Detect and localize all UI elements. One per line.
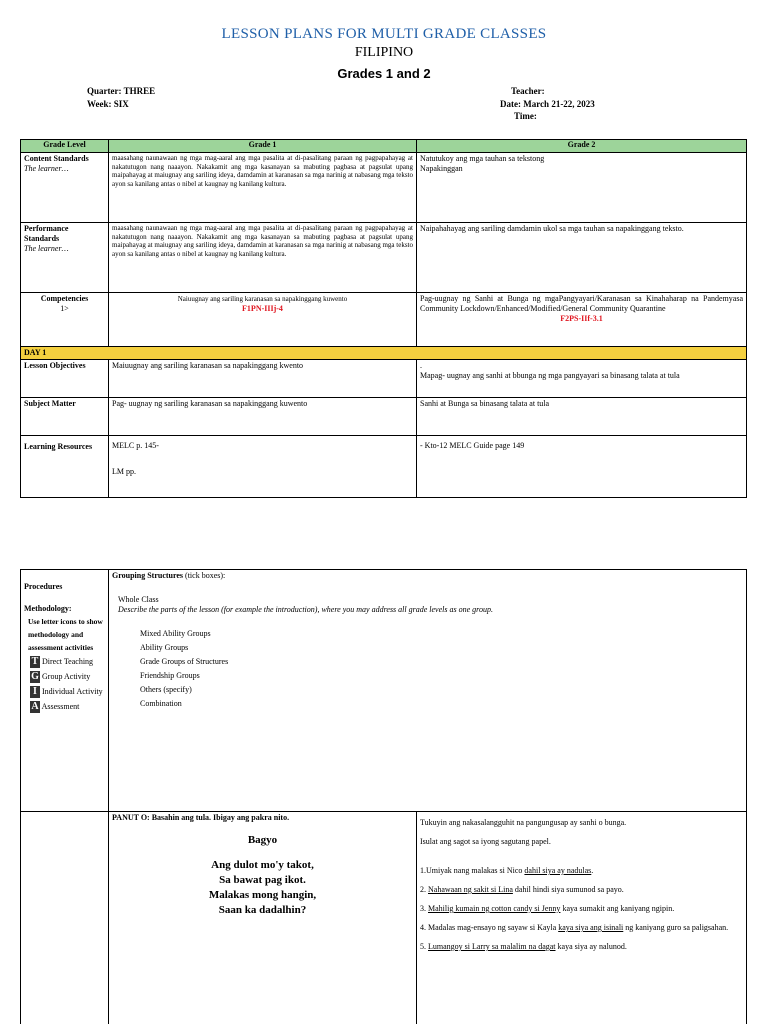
grouping-structures-heading [112, 571, 743, 581]
procedures-label: Procedures [24, 582, 63, 591]
group-option: Mixed Ability Groups [140, 629, 211, 638]
procedures-table [20, 569, 747, 1024]
table-row [21, 570, 747, 812]
content-g2-cell [417, 153, 747, 223]
comp-g2-cell [417, 293, 747, 347]
competencies-cell [21, 293, 109, 347]
document-title: LESSON PLANS FOR MULTI GRADE CLASSES [221, 26, 547, 42]
group-activity-icon: G [31, 671, 39, 682]
grade1-activity-cell [109, 812, 417, 1024]
subject-title: FILIPINO [354, 45, 414, 60]
group-list [140, 627, 743, 711]
subj-g1: Pag- uugnay ng sariling karanasan sa napakinggang kuwento [109, 398, 417, 436]
list-item: 5. Lumangoy si Larry sa malalim na dagat kaya siya ay nalunod. [420, 942, 627, 951]
methodology-label: Methodology: [24, 604, 72, 613]
group-option: Ability Groups [140, 643, 189, 652]
content-standards-cell [21, 153, 109, 223]
learner-label: The learner… [24, 244, 69, 253]
comp-g1-code: F1PN-IIIj-4 [242, 304, 283, 313]
poem-title: Bagyo [247, 834, 278, 846]
comp-g2: Pag-uugnay ng Sanhi at Bunga ng mgaPangyayari/Karanasan sa Kinahaharap na Pandemyasa Community Lockdown/Enhanced/Modified/General Community Quarantine [420, 294, 743, 313]
subject-matter-label: Subject Matter [21, 398, 109, 436]
poem-line: Malakas mong hangin, [208, 889, 317, 901]
obj-g2: Mapag- uugnay ang sanhi at bbunga ng mga pangyayari sa binasang talata at tula [420, 371, 680, 380]
col-grade-level: Grade Level [21, 140, 109, 153]
col-grade1: Grade 1 [109, 140, 417, 153]
teacher-label: Teacher: [511, 86, 545, 96]
date-label: Date: March 21-22, 2023 [500, 99, 595, 109]
perf-g2: Naipahahayag ang sariling damdamin ukol sa mga tauhan sa napakinggang teksto. [417, 223, 747, 293]
day-row [21, 347, 747, 360]
table-row [21, 153, 747, 223]
list-item: 1.Umiyak nang malakas si Nico dahil siya ay nadulas. [420, 866, 594, 875]
content-standards-label: Content Standards [24, 154, 89, 163]
grouping-bold: Grouping Structures [112, 571, 184, 580]
col-grade2: Grade 2 [417, 140, 747, 153]
obj-g2-cell [417, 360, 747, 398]
obj-g2-dot: . [420, 361, 422, 370]
content-g2-line1: Natutukoy ang mga tauhan sa tekstong [420, 154, 545, 163]
poem-line: Saan ka dadalhin? [218, 904, 307, 916]
method-direct-teaching [24, 656, 105, 668]
subj-g2: Sanhi at Bunga sa binasang talata at tula [417, 398, 747, 436]
procedures-cell [21, 570, 109, 812]
direct-teaching-icon: T [31, 656, 39, 667]
content-g2-line2: Napakinggan [420, 164, 463, 173]
res-g1-line1: MELC p. 145- [112, 441, 159, 450]
whole-class-label: Whole Class [118, 595, 159, 604]
time-label: Time: [514, 111, 537, 121]
table-row [21, 360, 747, 398]
quarter-label: Quarter: THREE [87, 86, 156, 96]
table-row [21, 398, 747, 436]
empty-cell [21, 812, 109, 1024]
competencies-label: Competencies [40, 294, 89, 303]
res-g2: - Kto-12 MELC Guide page 149 [420, 441, 525, 450]
table-row [21, 812, 747, 1024]
perf-g1: maasahang naunawaan ng mga mag-aaral ang mga pasalita at di-pasalitang paraan ng pagpapahayag at nakatutugon nang naaayon. Nakakamit ang mga kasanayan sa mabuting pagbasa at pagsulat upang maipahayag at maiugnay ang sariling ideya, damdamin at karanasan sa mga narinig at nabasang mga teksto ayon sa kanilang antas o nibel at kaugnay ng kanilang kultura. [109, 223, 417, 293]
performance-standards-cell [21, 223, 109, 293]
poem-body [112, 858, 413, 918]
panuto-instruction: PANUT O: Basahin ang tula. Ibigay ang pakra nito. [112, 813, 290, 822]
obj-g1: Maiuugnay ang sariling karanasan sa napakinggang kwento [109, 360, 417, 398]
content-g1: maasahang naunawaan ng mga mag-aaral ang mga pasalita at di-pasalitang paraan ng pagpapahayag at nakatutugon nang naaayon. Nakakamit ang mga kasanayan sa mabuting pagbasa at pagsulat upang maipahayag at maiugnay ang sariling ideya, damdamin at karanasan sa mga narinig at nabasang mga teksto ayon sa kanilang antas o nibel at kaugnay ng kanilang kultura. [109, 153, 417, 223]
individual-activity-label: Individual Activity [42, 687, 103, 696]
group-activity-label: Group Activity [42, 672, 91, 681]
grouping-rest: (tick boxes): [183, 571, 226, 580]
comp-g1-cell [109, 293, 417, 347]
g2-intro-line1: Tukuyin ang nakasalangguhit na pangungusap ay sanhi o bunga. [420, 818, 627, 827]
performance-standards-label: Performance Standards [24, 224, 69, 243]
poem-line: Sa bawat pag ikot. [219, 874, 306, 886]
individual-activity-icon: I [30, 686, 40, 698]
res-g1-line2: LM pp. [112, 467, 136, 476]
grades-title: Grades 1 and 2 [337, 66, 431, 81]
comp-g2-code: F2PS-IIf-3.1 [560, 314, 603, 323]
grade2-activity-cell [417, 812, 747, 1024]
table-row [21, 223, 747, 293]
res-g1-cell [109, 436, 417, 498]
res-g2-cell [417, 436, 747, 498]
table-header-row [21, 140, 747, 153]
method-assessment [24, 701, 105, 713]
assessment-label: Assessment [41, 702, 80, 711]
method-group-activity [24, 671, 105, 683]
learning-resources-label: Learning Resources [21, 436, 109, 498]
direct-teaching-label: Direct Teaching [42, 657, 94, 666]
table-row [21, 293, 747, 347]
week-label: Week: SIX [87, 99, 129, 109]
use-letter-note: Use letter icons to show methodology and assessment activities [28, 617, 103, 652]
whole-class-description: Describe the parts of the lesson (for example the introduction), where you may address all grade levels as one group. [118, 605, 493, 614]
poem-line: Ang dulot mo'y takot, [211, 859, 314, 871]
grouping-structures-cell [109, 570, 747, 812]
assessment-icon: A [31, 701, 39, 712]
group-option: Grade Groups of Structures [140, 657, 229, 666]
list-item: 2. Nahawaan ng sakit si Lina dahil hindi siya sumunod sa payo. [420, 885, 624, 894]
group-option: Combination [140, 699, 182, 708]
competencies-sub: 1> [60, 304, 69, 313]
group-option: Friendship Groups [140, 671, 200, 680]
list-item: 4. Madalas mag-ensayo ng sayaw si Kayla kaya siya ang isinali ng kaniyang guro sa paligsahan. [420, 923, 729, 932]
group-option: Others (specify) [140, 685, 192, 694]
comp-g1: Naiuugnay ang sariling karanasan sa napakinggang kuwento [177, 295, 348, 303]
list-item: 3. Mahilig kumain ng cotton candy si Jenny kaya sumakit ang kaniyang ngipin. [420, 904, 675, 913]
method-individual-activity [24, 686, 105, 698]
lesson-objectives-label: Lesson Objectives [21, 360, 109, 398]
g2-intro-line2: Isulat ang sagot sa iyong sagutang papel. [420, 837, 551, 846]
day-label: DAY 1 [21, 347, 747, 360]
lesson-table [20, 139, 747, 498]
table-row [21, 436, 747, 498]
learner-label: The learner… [24, 164, 69, 173]
